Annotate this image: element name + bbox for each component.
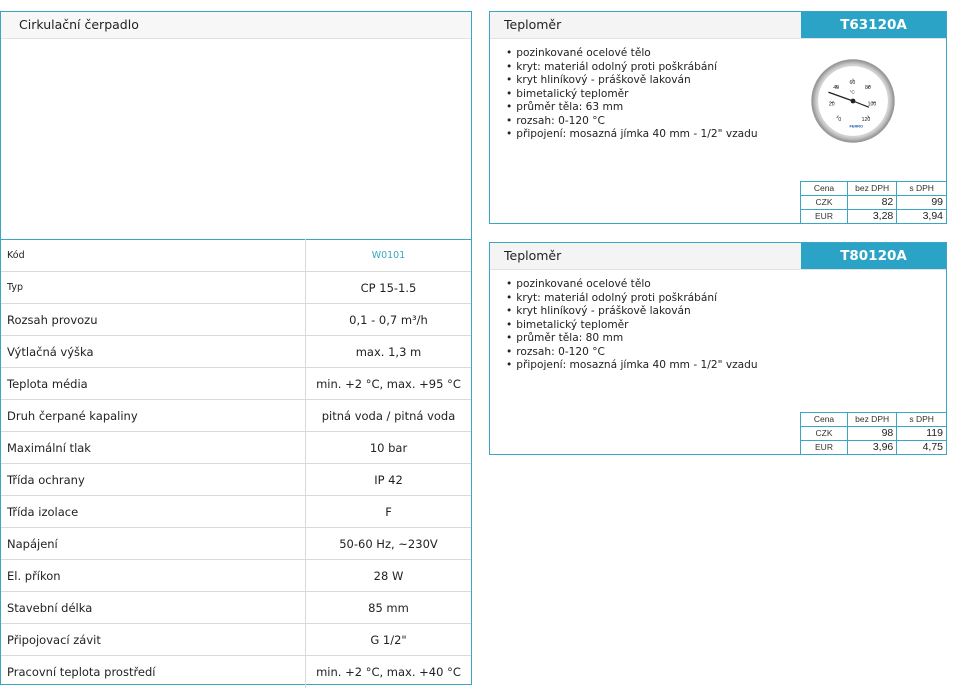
list-item: • rozsah: 0-120 °C: [506, 346, 758, 360]
gauge-unit: °C: [849, 90, 855, 96]
price-table: [800, 412, 946, 454]
thermometer-gauge-image: [810, 58, 896, 144]
pump-panel-title: Cirkulační čerpadlo: [1, 12, 471, 39]
price-header-gross: s DPH: [897, 413, 946, 427]
spec-label: Třída izolace: [1, 496, 306, 528]
list-item: • kryt hliníkový - práškově lakován: [506, 305, 758, 319]
table-row: [1, 656, 471, 689]
spec-value: 50-60 Hz, ~230V: [306, 528, 472, 560]
price-net: 3,28: [848, 210, 897, 224]
table-row: [1, 272, 471, 304]
product-name: Teploměr: [504, 17, 562, 32]
spec-value: 28 W: [306, 560, 472, 592]
spec-label: Napájení: [1, 528, 306, 560]
table-row: [1, 240, 471, 272]
table-row: [1, 400, 471, 432]
price-table: [800, 181, 946, 223]
list-item: • bimetalický teploměr: [506, 319, 758, 333]
product-card-t63120a: [489, 11, 947, 224]
spec-value: G 1/2": [306, 624, 472, 656]
spec-label: El. příkon: [1, 560, 306, 592]
gauge-tick-label: 0: [838, 116, 842, 123]
price-net: 3,96: [848, 441, 897, 455]
price-gross: 3,94: [897, 210, 946, 224]
price-currency: CZK: [801, 196, 848, 210]
table-row: [1, 528, 471, 560]
table-row: [801, 182, 947, 196]
price-header-net: bez DPH: [848, 413, 897, 427]
pump-image-area: [1, 39, 471, 239]
gauge-tick-label: 100: [867, 101, 877, 108]
spec-label: Druh čerpané kapaliny: [1, 400, 306, 432]
spec-label: Rozsah provozu: [1, 304, 306, 336]
feature-list: [506, 278, 758, 373]
gauge-tick-label: 40: [833, 84, 839, 91]
spec-label: Třída ochrany: [1, 464, 306, 496]
gauge-hub: [851, 99, 856, 104]
table-row: [1, 496, 471, 528]
spec-label: Teplota média: [1, 368, 306, 400]
table-row: [1, 432, 471, 464]
spec-value: min. +2 °C, max. +40 °C: [316, 665, 461, 679]
list-item: • kryt: materiál odolný proti poškrábání: [506, 61, 758, 75]
spec-value: F: [306, 496, 472, 528]
spec-value: pitná voda / pitná voda: [306, 400, 472, 432]
list-item: • rozsah: 0-120 °C: [506, 115, 758, 129]
product-code[interactable]: T80120A: [801, 243, 946, 269]
table-row: [1, 560, 471, 592]
gauge-tick-label: 60: [849, 79, 856, 86]
product-card-header: [490, 12, 946, 39]
price-header-gross: s DPH: [897, 182, 946, 196]
spec-label: Výtlačná výška: [1, 336, 306, 368]
spec-label: Maximální tlak: [1, 432, 306, 464]
list-item: • připojení: mosazná jímka 40 mm - 1/2" vzadu: [506, 359, 758, 373]
table-row: [1, 624, 471, 656]
list-item: • průměr těla: 63 mm: [506, 101, 758, 115]
spec-value: 10 bar: [306, 432, 472, 464]
spec-table: [1, 239, 471, 688]
price-net: 98: [848, 427, 897, 441]
list-item: • pozinkované ocelové tělo: [506, 278, 758, 292]
list-item: • pozinkované ocelové tělo: [506, 47, 758, 61]
list-item: • kryt: materiál odolný proti poškrábání: [506, 292, 758, 306]
price-currency: CZK: [801, 427, 848, 441]
table-row: [1, 464, 471, 496]
spec-label: Stavební délka: [1, 592, 306, 624]
list-item: • bimetalický teploměr: [506, 88, 758, 102]
gauge-tick-label: 20: [828, 101, 835, 108]
list-item: • připojení: mosazná jímka 40 mm - 1/2" vzadu: [506, 128, 758, 142]
gauge-tick-label: 80: [865, 84, 871, 91]
spec-value: 0,1 - 0,7 m³/h: [306, 304, 472, 336]
feature-list: [506, 47, 758, 142]
table-row: [801, 210, 947, 224]
pump-panel: [0, 11, 472, 685]
spec-value: min. +2 °C, max. +95 °C: [306, 368, 472, 400]
gauge-brand-logo: FERRO: [849, 123, 864, 129]
table-row: [1, 592, 471, 624]
spec-label: Pracovní teplota prostředí: [1, 656, 306, 689]
price-header-cena: Cena: [801, 413, 848, 427]
spec-value: IP 42: [306, 464, 472, 496]
spec-label: Kód: [1, 240, 306, 272]
table-row: [801, 413, 947, 427]
spec-label: Připojovací závit: [1, 624, 306, 656]
table-row: [1, 368, 471, 400]
product-card-header: [490, 243, 946, 270]
list-item: • kryt hliníkový - práškově lakován: [506, 74, 758, 88]
price-net: 82: [848, 196, 897, 210]
table-row: [1, 304, 471, 336]
table-row: [801, 196, 947, 210]
product-code[interactable]: T63120A: [801, 12, 946, 38]
product-name: Teploměr: [504, 248, 562, 263]
spec-value: CP 15-1.5: [306, 272, 472, 304]
price-header-cena: Cena: [801, 182, 848, 196]
product-card-t80120a: [489, 242, 947, 455]
spec-value: 85 mm: [306, 592, 472, 624]
price-gross: 99: [897, 196, 946, 210]
table-row: [1, 336, 471, 368]
price-currency: EUR: [801, 210, 848, 224]
table-row: [801, 441, 947, 455]
price-header-net: bez DPH: [848, 182, 897, 196]
price-gross: 119: [897, 427, 946, 441]
spec-label: Typ: [1, 272, 306, 304]
gauge-tick-label: 120: [861, 116, 871, 123]
price-gross: 4,75: [897, 441, 946, 455]
price-currency: EUR: [801, 441, 848, 455]
spec-value: max. 1,3 m: [306, 336, 472, 368]
list-item: • průměr těla: 80 mm: [506, 332, 758, 346]
table-row: [801, 427, 947, 441]
spec-value-code[interactable]: W0101: [306, 240, 472, 272]
